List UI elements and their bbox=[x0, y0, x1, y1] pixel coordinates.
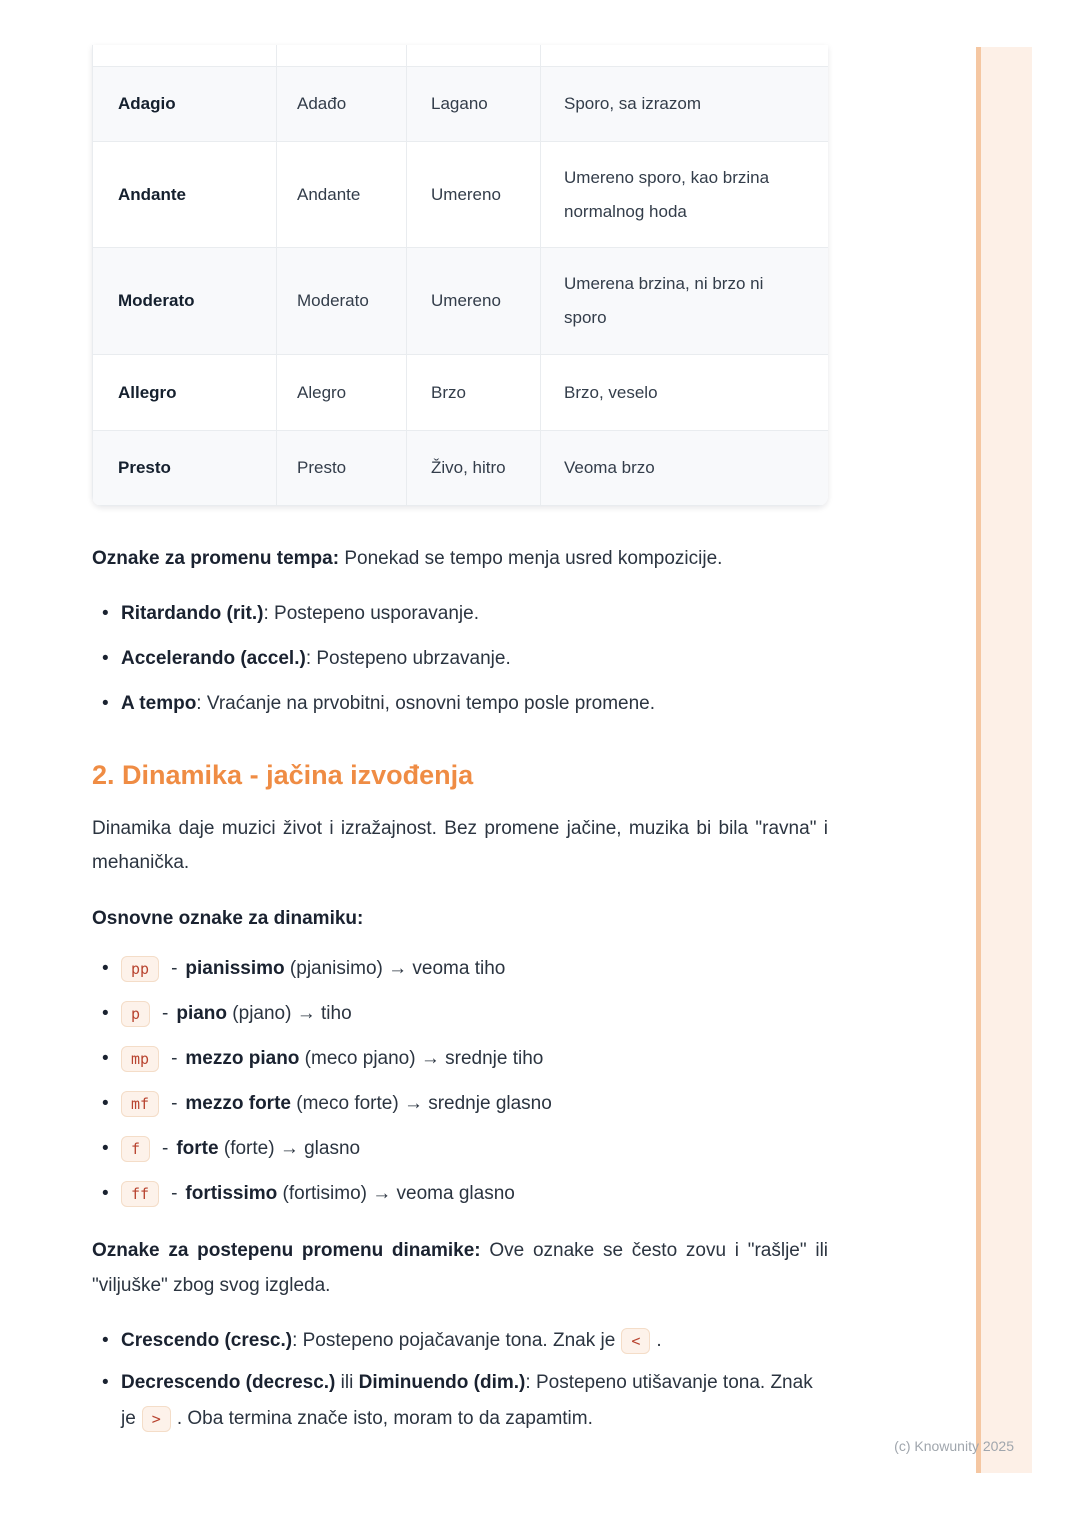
tempo-description: Umereno sporo, kao brzina normalnog hoda bbox=[541, 142, 829, 248]
tempo-table-grid bbox=[92, 45, 828, 506]
cell bbox=[541, 45, 829, 67]
tempo-description: Brzo, veselo bbox=[541, 355, 829, 431]
tempo-name: Allegro bbox=[93, 355, 277, 431]
dash-separator: - bbox=[171, 958, 178, 979]
tempo-speed: Brzo bbox=[407, 355, 541, 431]
tempo-name: Moderato bbox=[93, 248, 277, 355]
table-row-moderato bbox=[93, 248, 829, 355]
term-desc: (forte) → glasno bbox=[218, 1138, 361, 1159]
list-item-text bbox=[121, 1323, 828, 1359]
term: forte bbox=[176, 1138, 219, 1159]
hairpins-list bbox=[92, 1323, 828, 1437]
cell bbox=[407, 45, 541, 67]
accent-strip bbox=[976, 47, 1032, 1473]
dynamics-list bbox=[92, 956, 828, 1207]
list-item-a-tempo bbox=[102, 691, 828, 717]
tempo-pronunciation: Moderato bbox=[277, 248, 407, 355]
list-item-decrescendo bbox=[102, 1365, 828, 1437]
dynamic-mark-badge: • f bbox=[121, 1136, 150, 1162]
table-row-presto bbox=[93, 431, 829, 506]
list-item-text bbox=[176, 1138, 828, 1160]
term-desc: (pjanisimo) → veoma tiho bbox=[284, 958, 506, 979]
term-alt: Diminuendo (dim.) bbox=[358, 1372, 526, 1393]
copyright-watermark: (c) Knowunity 2025 bbox=[894, 1438, 1014, 1454]
term: Decrescendo (decresc.) bbox=[121, 1372, 336, 1393]
dynamics-intro: Dinamika daje muzici život i izražajnost. Bez promene jačine, muzika bi bila "ravna" i mehanička. bbox=[92, 818, 828, 873]
tempo-description: Sporo, sa izrazom bbox=[541, 67, 829, 142]
dash-separator: - bbox=[162, 1138, 169, 1159]
dash-separator: - bbox=[162, 1003, 169, 1024]
term-desc: : Vraćanje na prvobitni, osnovni tempo posle promene. bbox=[196, 693, 656, 714]
table-row-allegro bbox=[93, 355, 829, 431]
term-desc: (meco forte) → srednje glasno bbox=[290, 1093, 552, 1114]
list-item-accelerando bbox=[102, 646, 828, 672]
dash-separator: - bbox=[171, 1093, 178, 1114]
page-content bbox=[92, 0, 828, 1443]
term-tail: . bbox=[656, 1330, 662, 1351]
term: mezzo piano bbox=[185, 1048, 300, 1069]
dynamic-mark-badge: • mp bbox=[121, 1046, 159, 1072]
tempo-name: Adagio bbox=[93, 67, 277, 142]
tempo-pronunciation: Adađo bbox=[277, 67, 407, 142]
decrescendo-sign-badge: > bbox=[142, 1406, 171, 1432]
list-item-text bbox=[121, 601, 828, 627]
tempo-name: Presto bbox=[93, 431, 277, 506]
table-row-andante bbox=[93, 142, 829, 248]
cell bbox=[277, 45, 407, 67]
hairpins-lead-rest: Ove oznake se često zovu i "rašlje" ili "viljuške" zbog svog izgleda. bbox=[92, 1240, 829, 1296]
list-item-fortissimo bbox=[102, 1181, 828, 1207]
term-desc: : Postepeno usporavanje. bbox=[263, 603, 479, 624]
table-row-adagio bbox=[93, 67, 829, 142]
term: A tempo bbox=[121, 693, 197, 714]
list-item-pianissimo bbox=[102, 956, 828, 982]
dynamics-list-title-text: Osnovne oznake za dinamiku: bbox=[92, 908, 364, 929]
term: Accelerando (accel.) bbox=[121, 648, 306, 669]
term: Crescendo (cresc.) bbox=[121, 1330, 293, 1351]
term: Ritardando (rit.) bbox=[121, 603, 264, 624]
tempo-change-list bbox=[92, 601, 828, 717]
list-item-text bbox=[185, 1183, 828, 1205]
term: piano bbox=[176, 1003, 228, 1024]
list-item-mezzo-piano bbox=[102, 1046, 828, 1072]
dynamic-mark-badge: • mf bbox=[121, 1091, 159, 1117]
term: pianissimo bbox=[185, 958, 285, 979]
tempo-speed: Umereno bbox=[407, 142, 541, 248]
tempo-change-lead-rest: Ponekad se tempo menja usred kompozicije. bbox=[339, 548, 723, 569]
table-row-cutoff bbox=[93, 45, 829, 67]
tempo-speed: Živo, hitro bbox=[407, 431, 541, 506]
list-item-text bbox=[121, 691, 828, 717]
list-item-text bbox=[185, 1093, 828, 1115]
list-item-piano bbox=[102, 1001, 828, 1027]
hairpins-lead-bold: Oznake za postepenu promenu dinamike: bbox=[92, 1240, 481, 1261]
term-desc: (meco pjano) → srednje tiho bbox=[299, 1048, 544, 1069]
tempo-change-lead-bold: Oznake za promenu tempa: bbox=[92, 548, 340, 569]
term-desc: : Postepeno pojačavanje tona. Znak je bbox=[292, 1330, 616, 1351]
tempo-pronunciation: Alegro bbox=[277, 355, 407, 431]
term-tail: . Oba termina znače isto, moram to da zapamtim. bbox=[176, 1408, 593, 1429]
tempo-description: Veoma brzo bbox=[541, 431, 829, 506]
list-item-text bbox=[121, 646, 828, 672]
tempo-change-lead bbox=[92, 546, 828, 572]
crescendo-sign-badge: < bbox=[621, 1328, 650, 1354]
tempo-description: Umerena brzina, ni brzo ni sporo bbox=[541, 248, 829, 355]
section-heading-dynamics: 2. Dinamika - jačina izvođenja bbox=[92, 760, 474, 790]
dynamic-mark-badge: • p bbox=[121, 1001, 150, 1027]
list-item-crescendo bbox=[102, 1323, 828, 1359]
list-item-ritardando bbox=[102, 601, 828, 627]
list-item-forte bbox=[102, 1136, 828, 1162]
list-item-text bbox=[176, 1003, 828, 1025]
tempo-table bbox=[92, 45, 828, 506]
term: mezzo forte bbox=[185, 1093, 291, 1114]
dynamic-mark-badge: • ff bbox=[121, 1181, 159, 1207]
term-desc: (pjano) → tiho bbox=[227, 1003, 352, 1024]
dash-separator: - bbox=[171, 1183, 178, 1204]
list-item-mezzo-forte bbox=[102, 1091, 828, 1117]
dynamics-list-title bbox=[92, 906, 828, 932]
term-desc: (fortisimo) → veoma glasno bbox=[277, 1183, 515, 1204]
list-item-text bbox=[185, 958, 828, 980]
dynamic-mark-badge: • pp bbox=[121, 956, 159, 982]
term: fortissimo bbox=[185, 1183, 278, 1204]
list-item-text bbox=[121, 1365, 828, 1437]
cell bbox=[93, 45, 277, 67]
tempo-name: Andante bbox=[93, 142, 277, 248]
conjunction: ili bbox=[335, 1372, 359, 1393]
tempo-speed: Umereno bbox=[407, 248, 541, 355]
dash-separator: - bbox=[171, 1048, 178, 1069]
tempo-pronunciation: Presto bbox=[277, 431, 407, 506]
term-desc: : Postepeno ubrzavanje. bbox=[305, 648, 511, 669]
hairpins-lead bbox=[92, 1233, 828, 1303]
tempo-speed: Lagano bbox=[407, 67, 541, 142]
list-item-text bbox=[185, 1048, 828, 1070]
tempo-pronunciation: Andante bbox=[277, 142, 407, 248]
term-desc: : Postepeno utišavanje tona. Znak je bbox=[121, 1372, 813, 1429]
